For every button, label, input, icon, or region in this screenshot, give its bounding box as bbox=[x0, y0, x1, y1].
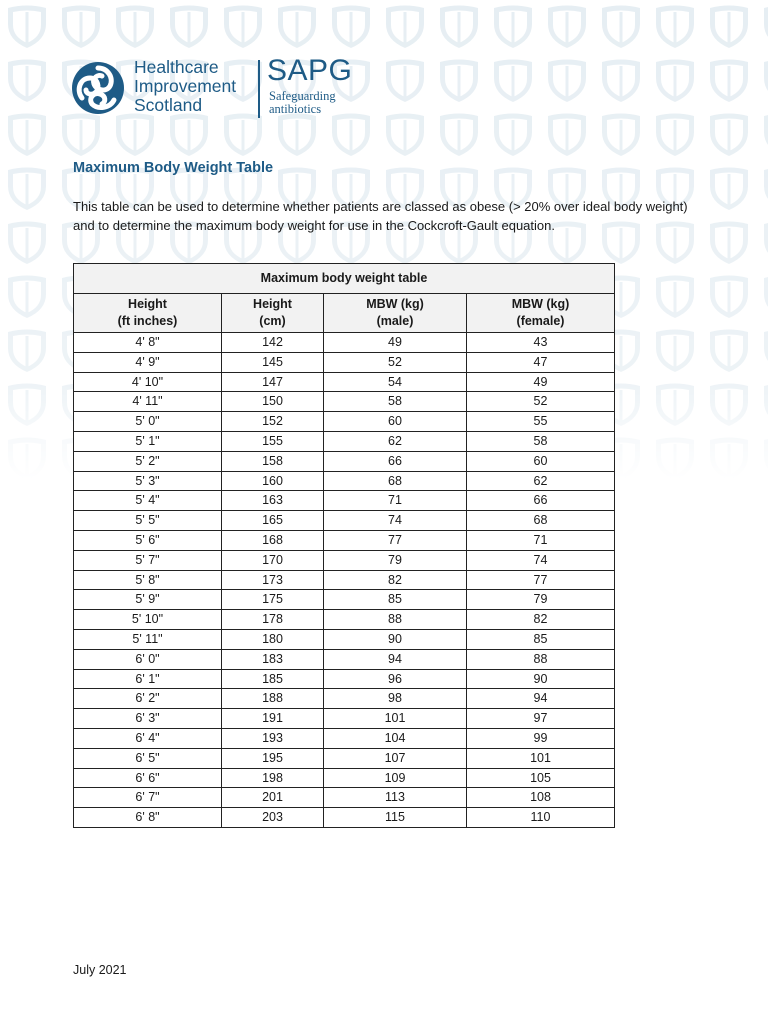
intro-paragraph: This table can be used to determine whether patients are classed as obese (> 20% over ideal body weight) and to determine the maximum body weight for use in the Cockcroft-Gault equation. bbox=[73, 199, 688, 233]
table-row bbox=[74, 570, 615, 590]
cell-mbw-male: 49 bbox=[324, 333, 467, 353]
cell-mbw-female: 108 bbox=[467, 788, 615, 808]
cell-mbw-female: 101 bbox=[467, 748, 615, 768]
cell-mbw-male: 115 bbox=[324, 808, 467, 828]
his-logo-text bbox=[134, 58, 236, 115]
table-row bbox=[74, 511, 615, 531]
cell-height-ft: 6' 5" bbox=[74, 748, 222, 768]
cell-mbw-female: 94 bbox=[467, 689, 615, 709]
cell-mbw-female: 62 bbox=[467, 471, 615, 491]
cell-height-cm: 155 bbox=[222, 431, 324, 451]
table-row bbox=[74, 412, 615, 432]
cell-mbw-female: 58 bbox=[467, 431, 615, 451]
cell-mbw-female: 66 bbox=[467, 491, 615, 511]
cell-height-cm: 158 bbox=[222, 451, 324, 471]
table-row bbox=[74, 530, 615, 550]
table-row bbox=[74, 491, 615, 511]
cell-height-ft: 6' 7" bbox=[74, 788, 222, 808]
cell-mbw-female: 110 bbox=[467, 808, 615, 828]
table-row bbox=[74, 709, 615, 729]
cell-mbw-male: 60 bbox=[324, 412, 467, 432]
column-header-line: MBW (kg) bbox=[511, 297, 570, 311]
cell-height-ft: 5' 7" bbox=[74, 550, 222, 570]
table-row bbox=[74, 590, 615, 610]
cell-height-ft: 5' 6" bbox=[74, 530, 222, 550]
cell-mbw-female: 105 bbox=[467, 768, 615, 788]
cell-mbw-male: 85 bbox=[324, 590, 467, 610]
table-caption-row bbox=[74, 264, 615, 294]
column-header-mbw-female bbox=[467, 294, 615, 333]
table-caption: Maximum body weight table bbox=[74, 264, 615, 294]
table-row bbox=[74, 451, 615, 471]
cell-height-cm: 203 bbox=[222, 808, 324, 828]
cell-height-cm: 198 bbox=[222, 768, 324, 788]
cell-height-cm: 191 bbox=[222, 709, 324, 729]
cell-height-ft: 5' 1" bbox=[74, 431, 222, 451]
table-header-row bbox=[74, 294, 615, 333]
cell-mbw-female: 43 bbox=[467, 333, 615, 353]
cell-mbw-male: 58 bbox=[324, 392, 467, 412]
table-row bbox=[74, 728, 615, 748]
cell-height-cm: 183 bbox=[222, 649, 324, 669]
cell-mbw-female: 77 bbox=[467, 570, 615, 590]
cell-mbw-male: 54 bbox=[324, 372, 467, 392]
logo-divider bbox=[258, 60, 260, 118]
cell-height-cm: 201 bbox=[222, 788, 324, 808]
cell-height-cm: 173 bbox=[222, 570, 324, 590]
column-header-line: (cm) bbox=[259, 314, 286, 328]
cell-mbw-male: 68 bbox=[324, 471, 467, 491]
column-header-line: (female) bbox=[516, 314, 565, 328]
cell-height-cm: 193 bbox=[222, 728, 324, 748]
cell-height-ft: 6' 2" bbox=[74, 689, 222, 709]
cell-height-cm: 195 bbox=[222, 748, 324, 768]
cell-height-cm: 188 bbox=[222, 689, 324, 709]
footer-date: July 2021 bbox=[73, 963, 127, 977]
cell-height-ft: 5' 3" bbox=[74, 471, 222, 491]
cell-mbw-male: 74 bbox=[324, 511, 467, 531]
table-row bbox=[74, 392, 615, 412]
column-header-line: (male) bbox=[376, 314, 414, 328]
cell-mbw-female: 88 bbox=[467, 649, 615, 669]
cell-mbw-male: 71 bbox=[324, 491, 467, 511]
cell-height-ft: 4' 9" bbox=[74, 352, 222, 372]
cell-height-ft: 5' 11" bbox=[74, 629, 222, 649]
cell-mbw-male: 90 bbox=[324, 629, 467, 649]
cell-height-ft: 4' 10" bbox=[74, 372, 222, 392]
column-header-line: Height bbox=[128, 297, 167, 311]
column-header-line: MBW (kg) bbox=[366, 297, 424, 311]
cell-height-cm: 175 bbox=[222, 590, 324, 610]
cell-height-cm: 165 bbox=[222, 511, 324, 531]
cell-height-cm: 180 bbox=[222, 629, 324, 649]
table-row bbox=[74, 352, 615, 372]
cell-height-ft: 6' 6" bbox=[74, 768, 222, 788]
sapg-sub-line-2: antibiotics bbox=[269, 102, 322, 116]
cell-mbw-female: 47 bbox=[467, 352, 615, 372]
cell-height-ft: 4' 8" bbox=[74, 333, 222, 353]
cell-mbw-female: 68 bbox=[467, 511, 615, 531]
cell-height-ft: 5' 0" bbox=[74, 412, 222, 432]
cell-height-ft: 5' 5" bbox=[74, 511, 222, 531]
cell-height-cm: 147 bbox=[222, 372, 324, 392]
table-row bbox=[74, 748, 615, 768]
cell-height-ft: 5' 8" bbox=[74, 570, 222, 590]
table-row bbox=[74, 333, 615, 353]
cell-mbw-male: 62 bbox=[324, 431, 467, 451]
cell-mbw-female: 71 bbox=[467, 530, 615, 550]
column-header-line: Height bbox=[253, 297, 292, 311]
cell-mbw-female: 97 bbox=[467, 709, 615, 729]
column-header-mbw-male bbox=[324, 294, 467, 333]
cell-mbw-female: 90 bbox=[467, 669, 615, 689]
cell-mbw-male: 88 bbox=[324, 610, 467, 630]
cell-mbw-male: 101 bbox=[324, 709, 467, 729]
sapg-logo-text: SAPG bbox=[267, 54, 353, 87]
cell-mbw-female: 49 bbox=[467, 372, 615, 392]
cell-mbw-male: 79 bbox=[324, 550, 467, 570]
cell-height-ft: 6' 8" bbox=[74, 808, 222, 828]
cell-height-cm: 145 bbox=[222, 352, 324, 372]
cell-mbw-male: 52 bbox=[324, 352, 467, 372]
cell-mbw-male: 96 bbox=[324, 669, 467, 689]
his-line-3: Scotland bbox=[134, 95, 203, 115]
his-line-2: Improvement bbox=[134, 76, 237, 96]
cell-mbw-male: 109 bbox=[324, 768, 467, 788]
cell-height-ft: 5' 9" bbox=[74, 590, 222, 610]
logo-header bbox=[70, 54, 370, 120]
table-row bbox=[74, 610, 615, 630]
table-row bbox=[74, 649, 615, 669]
column-header-height-ft bbox=[74, 294, 222, 333]
table-row bbox=[74, 689, 615, 709]
cell-height-cm: 152 bbox=[222, 412, 324, 432]
cell-mbw-female: 55 bbox=[467, 412, 615, 432]
column-header-line: (ft inches) bbox=[117, 314, 178, 328]
cell-mbw-female: 82 bbox=[467, 610, 615, 630]
table-row bbox=[74, 471, 615, 491]
cell-mbw-female: 85 bbox=[467, 629, 615, 649]
sapg-subtitle bbox=[269, 90, 336, 116]
cell-height-ft: 5' 2" bbox=[74, 451, 222, 471]
cell-height-ft: 5' 10" bbox=[74, 610, 222, 630]
cell-mbw-male: 77 bbox=[324, 530, 467, 550]
table-row bbox=[74, 768, 615, 788]
cell-height-cm: 150 bbox=[222, 392, 324, 412]
cell-mbw-male: 104 bbox=[324, 728, 467, 748]
cell-height-ft: 6' 1" bbox=[74, 669, 222, 689]
cell-height-ft: 6' 4" bbox=[74, 728, 222, 748]
cell-height-ft: 5' 4" bbox=[74, 491, 222, 511]
column-header-height-cm bbox=[222, 294, 324, 333]
table-row bbox=[74, 629, 615, 649]
cell-mbw-female: 79 bbox=[467, 590, 615, 610]
table-row bbox=[74, 788, 615, 808]
cell-mbw-male: 98 bbox=[324, 689, 467, 709]
cell-mbw-female: 52 bbox=[467, 392, 615, 412]
table-row bbox=[74, 372, 615, 392]
cell-height-cm: 170 bbox=[222, 550, 324, 570]
cell-mbw-female: 74 bbox=[467, 550, 615, 570]
cell-height-ft: 6' 3" bbox=[74, 709, 222, 729]
cell-mbw-male: 107 bbox=[324, 748, 467, 768]
cell-height-ft: 6' 0" bbox=[74, 649, 222, 669]
table-body bbox=[74, 333, 615, 828]
cell-height-cm: 142 bbox=[222, 333, 324, 353]
his-line-1: Healthcare bbox=[134, 57, 219, 77]
table-row bbox=[74, 550, 615, 570]
table-row bbox=[74, 669, 615, 689]
cell-mbw-male: 66 bbox=[324, 451, 467, 471]
cell-mbw-male: 113 bbox=[324, 788, 467, 808]
cell-height-cm: 163 bbox=[222, 491, 324, 511]
table-row bbox=[74, 808, 615, 828]
cell-mbw-male: 94 bbox=[324, 649, 467, 669]
max-body-weight-table bbox=[73, 263, 615, 828]
his-knot-logo-icon bbox=[70, 60, 126, 116]
cell-mbw-female: 99 bbox=[467, 728, 615, 748]
table-row bbox=[74, 431, 615, 451]
cell-mbw-male: 82 bbox=[324, 570, 467, 590]
cell-height-cm: 178 bbox=[222, 610, 324, 630]
document-title: Maximum Body Weight Table bbox=[73, 160, 274, 176]
cell-mbw-female: 60 bbox=[467, 451, 615, 471]
cell-height-cm: 160 bbox=[222, 471, 324, 491]
sapg-sub-line-1: Safeguarding bbox=[269, 89, 336, 103]
cell-height-ft: 4' 11" bbox=[74, 392, 222, 412]
cell-height-cm: 185 bbox=[222, 669, 324, 689]
cell-height-cm: 168 bbox=[222, 530, 324, 550]
